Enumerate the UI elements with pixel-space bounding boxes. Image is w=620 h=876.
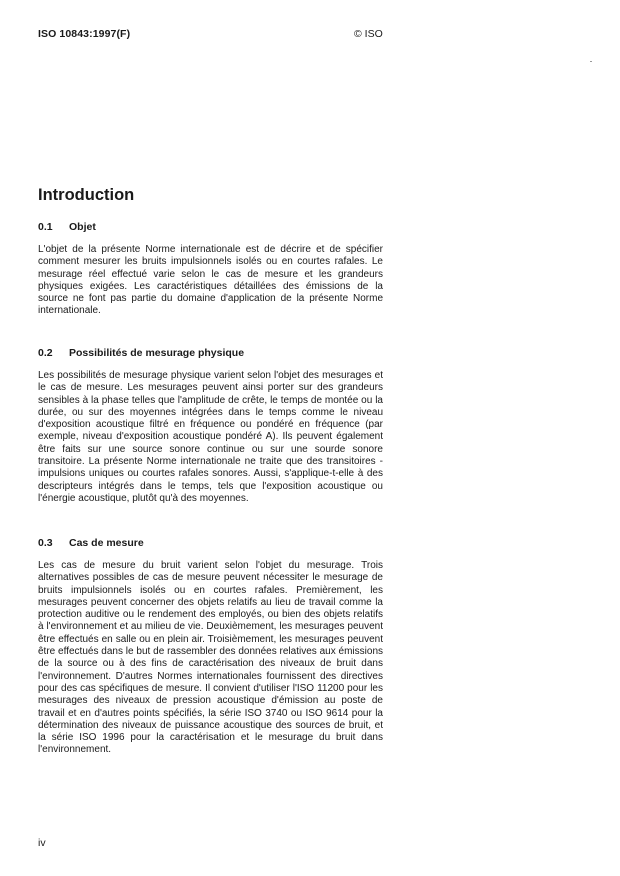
section-title: Cas de mesure <box>69 537 144 549</box>
section-body-possibilites: Les possibilités de mesurage physique varient selon l'objet des mesurages et le cas de mesure. Les mesurages peuvent ainsi porter sur des grandeurs sensibles à la phase telles que l'amplitude de crête, le temps de montée ou la durée, ou sur des moyennes intégrées dans le temps comme le niveau d'exposition acoustique filtré en fréquence ou pondéré en fréquence (par exemple, niveau d'exposition acoustique pondéré A). Ils peuvent également être faits sur une source sonore continue ou sur une sourde sonore transitoire. La présente Norme internationale ne traite que des transitoires - impulsions uniques ou courtes rafales sonores. Aussi, s'applique-t-elle à des descripteurs intégrés dans le temps, tels que l'exposition acoustique ou l'énergie acoustique, plutôt qu'à des moyennes. <box>38 370 383 504</box>
section-body-cas-de-mesure: Les cas de mesure du bruit varient selon l'objet du mesurage. Trois alternatives possibles de cas de mesure peuvent nécessiter le mesurage de bruits impulsionnels isolés ou en courtes rafales. Premièrement, les mesurages peuvent concerner des objets relatifs au lieu de travail comme la protection auditive ou le rendement des employés, ou bien des objets relatifs à l'environnement et au milieu de vie. Deuxièmement, les mesurages peuvent être effectués en salle ou en plein air. Troisièmement, les mesurages peuvent être effectués dans le but de rassembler des données relatives aux émissions de la source ou à des fins de caractérisation des niveaux de bruit dans l'environnement. D'autres Normes internationales fournissent des directives pour des cas spécifiques de mesure. Il convient d'utiliser l'ISO 11200 pour les mesurages des niveaux de pression acoustique d'émission au poste de travail et en d'autres points spécifiés, la série ISO 3740 ou ISO 9614 pour la détermination des niveaux de puissance acoustique des sources de bruit, et la série ISO 1996 pour la caractérisation et le mesurage du bruit dans l'environnement. <box>38 560 383 756</box>
section-heading-cas-de-mesure <box>38 537 144 549</box>
section-title: Possibilités de mesurage physique <box>69 347 245 359</box>
section-number: 0.1 <box>38 221 53 233</box>
section-heading-possibilites <box>38 347 244 359</box>
page-title: Introduction <box>38 186 135 204</box>
section-number: 0.2 <box>38 347 53 359</box>
page-number: iv <box>38 837 46 849</box>
section-heading-objet <box>38 221 96 233</box>
section-body-objet: L'objet de la présente Norme internationale est de décrire et de spécifier comment mesurer les bruits impulsionnels isolés ou en courtes rafales. Le mesurage réel effectué varie selon le cas de mesure et les grandeurs physiques exigées. Les caractéristiques détaillées des émissions de la source ne font pas partie du domaine d'application de la présente Norme internationale. <box>38 244 383 317</box>
copyright-notice: © ISO <box>354 28 383 40</box>
section-title: Objet <box>69 221 96 233</box>
section-number: 0.3 <box>38 537 53 549</box>
scan-speck <box>590 61 592 62</box>
standard-reference: ISO 10843:1997(F) <box>38 28 131 40</box>
